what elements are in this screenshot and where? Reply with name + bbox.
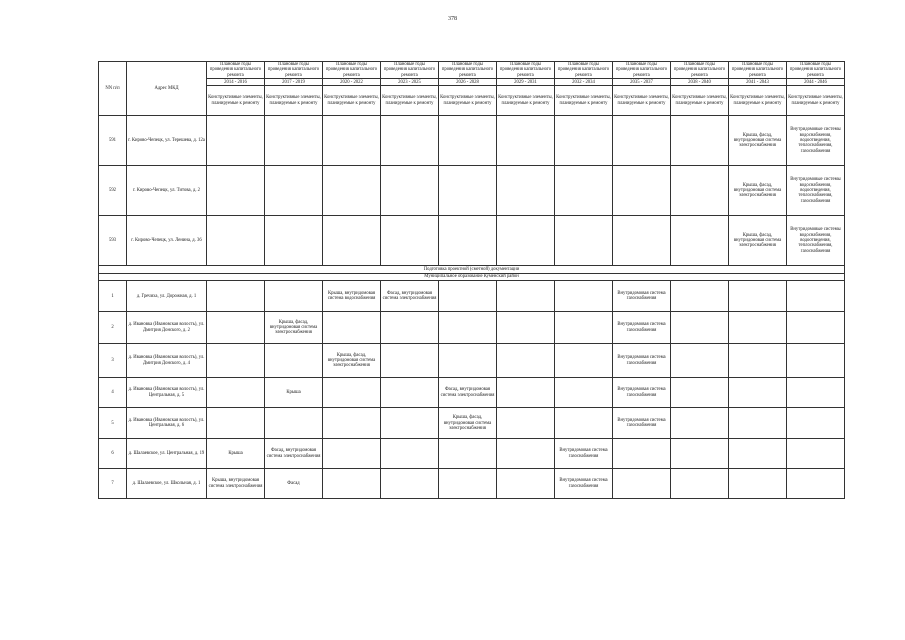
repair-elements-cell: Крыша, фасад, внутридомовая система электроснабжения [265,312,323,344]
repair-elements-cell [497,281,555,312]
row-number: 593 [99,216,127,266]
repair-elements-cell: Фасад [265,469,323,499]
table-row [99,378,845,408]
repair-elements-cell [497,378,555,408]
repair-elements-cell [787,408,845,439]
repair-elements-cell [613,216,671,266]
repair-elements-cell [323,378,381,408]
repair-elements-cell: Крыша, фасад, внутридомовая система электроснабжения [729,116,787,166]
header-elements-label: Конструктивные элементы, планируемые к ремонту [729,86,787,116]
capital-repair-table [98,61,845,499]
row-number: 3 [99,344,127,378]
repair-elements-cell: Крыша, фасад, внутридомовая система электроснабжения [439,408,497,439]
row-number: 591 [99,116,127,166]
row-number: 2 [99,312,127,344]
repair-elements-cell: Внутридомовая система газоснабжения [613,281,671,312]
repair-elements-cell [323,439,381,469]
row-address: д. Ивановка (Ивановская волость), ул. Центральная, д. 5 [127,378,207,408]
repair-elements-cell: Крыша, фасад, внутридомовая система электроснабжения [729,166,787,216]
repair-elements-cell [323,312,381,344]
repair-elements-cell [265,344,323,378]
header-num: NN п/п [99,62,127,116]
table-row [99,439,845,469]
repair-elements-cell [497,166,555,216]
header-plan-label: Плановые годы проведения капитального ремонта [265,62,323,79]
repair-elements-cell: Крыша [207,439,265,469]
header-plan-label: Плановые годы проведения капитального ремонта [439,62,497,79]
repair-elements-cell [555,378,613,408]
header-elements-label: Конструктивные элементы, планируемые к ремонту [323,86,381,116]
repair-elements-cell [613,116,671,166]
repair-elements-cell [207,378,265,408]
row-address: д. Ивановка (Ивановская волость), ул. Центральная, д. 6 [127,408,207,439]
repair-elements-cell [381,216,439,266]
repair-elements-cell [207,116,265,166]
repair-elements-cell [497,216,555,266]
repair-elements-cell [265,408,323,439]
repair-elements-cell [555,166,613,216]
section-title: Подготовка проектной (сметной) документации [99,266,845,274]
row-number: 4 [99,378,127,408]
header-plan-label: Плановые годы проведения капитального ремонта [555,62,613,79]
repair-elements-cell [671,344,729,378]
header-period: 2032 - 2034 [555,79,613,86]
repair-elements-cell [381,378,439,408]
repair-elements-cell [381,439,439,469]
header-period: 2017 - 2019 [265,79,323,86]
repair-elements-cell [729,281,787,312]
repair-elements-cell: Крыша, фасад, внутридомовая система электроснабжения [323,344,381,378]
header-address: Адрес МКД [127,62,207,116]
header-plan-label: Плановые годы проведения капитального ремонта [671,62,729,79]
repair-elements-cell [729,312,787,344]
repair-elements-cell [671,116,729,166]
row-number: 7 [99,469,127,499]
repair-elements-cell [613,439,671,469]
repair-elements-cell [787,344,845,378]
row-address: г. Кирово-Чепецк, ул. Терешева, д. 12а [127,116,207,166]
repair-elements-cell: Фасад, внутридомовая система электроснабжения [265,439,323,469]
repair-elements-cell [381,344,439,378]
header-period: 2020 - 2022 [323,79,381,86]
repair-elements-cell [381,469,439,499]
repair-elements-cell [555,408,613,439]
header-period: 2029 - 2031 [497,79,555,86]
repair-elements-cell: Крыша, внутридомовая система электроснабжения [207,469,265,499]
table-row [99,216,845,266]
table-row [99,469,845,499]
repair-elements-cell [381,408,439,439]
repair-elements-cell [671,166,729,216]
repair-elements-cell: Внутридомовая система газоснабжения [613,408,671,439]
row-address: д. Гречиха, ул. Дорожная, д. 1 [127,281,207,312]
row-address: г. Кирово-Чепецк, ул. Ленина, д. 36 [127,216,207,266]
repair-elements-cell [497,408,555,439]
header-plan-label: Плановые годы проведения капитального ремонта [613,62,671,79]
repair-elements-cell [439,469,497,499]
repair-elements-cell [729,469,787,499]
repair-elements-cell [439,344,497,378]
repair-elements-cell: Внутридомовые системы водоснабжения, водоотведения, теплоснабжения, газоснабжения [787,116,845,166]
header-period: 2038 - 2040 [671,79,729,86]
repair-elements-cell: Внутридомовая система газоснабжения [555,469,613,499]
header-elements-label: Конструктивные элементы, планируемые к ремонту [613,86,671,116]
row-number: 6 [99,439,127,469]
header-period: 2026 - 2028 [439,79,497,86]
repair-elements-cell [555,344,613,378]
header-period: 2041 - 2043 [729,79,787,86]
repair-elements-cell [439,281,497,312]
repair-elements-cell [787,378,845,408]
header-elements-label: Конструктивные элементы, планируемые к ремонту [787,86,845,116]
repair-elements-cell [497,312,555,344]
repair-elements-cell [497,439,555,469]
repair-elements-cell [671,469,729,499]
row-address: г. Кирово-Чепецк, ул. Титова, д. 2 [127,166,207,216]
table-row [99,312,845,344]
repair-elements-cell [439,312,497,344]
header-elements-label: Конструктивные элементы, планируемые к ремонту [381,86,439,116]
repair-elements-cell [555,281,613,312]
repair-elements-cell: Внутридомовые системы водоснабжения, водоотведения, теплоснабжения, газоснабжения [787,216,845,266]
row-address: д. Шалаевское, ул. Школьная, д. 1 [127,469,207,499]
repair-elements-cell [613,166,671,216]
header-plan-label: Плановые годы проведения капитального ремонта [323,62,381,79]
repair-elements-cell: Внутридомовая система газоснабжения [555,439,613,469]
table-row [99,408,845,439]
repair-elements-cell [381,312,439,344]
repair-elements-cell [729,408,787,439]
header-plan-label: Плановые годы проведения капитального ремонта [787,62,845,79]
repair-elements-cell [265,116,323,166]
repair-elements-cell: Внутридомовая система газоснабжения [613,378,671,408]
repair-elements-cell: Фасад, внутридомовая система электроснабжения [381,281,439,312]
row-number: 1 [99,281,127,312]
repair-elements-cell: Внутридомовая система газоснабжения [613,344,671,378]
header-elements-label: Конструктивные элементы, планируемые к ремонту [439,86,497,116]
header-elements-label: Конструктивные элементы, планируемые к ремонту [207,86,265,116]
table-row [99,281,845,312]
repair-elements-cell [207,166,265,216]
row-address: д. Шалаевское, ул. Центральная, д. 19 [127,439,207,469]
repair-elements-cell [729,344,787,378]
repair-elements-cell [265,166,323,216]
header-elements-label: Конструктивные элементы, планируемые к ремонту [497,86,555,116]
repair-elements-cell: Внутридомовая система газоснабжения [613,312,671,344]
table-row [99,116,845,166]
repair-elements-cell [265,281,323,312]
repair-elements-cell: Крыша, внутридомовая система водоснабжения [323,281,381,312]
repair-elements-cell [555,216,613,266]
repair-elements-cell [729,378,787,408]
repair-elements-cell [439,166,497,216]
header-plan-label: Плановые годы проведения капитального ремонта [381,62,439,79]
repair-elements-cell [555,116,613,166]
table-row [99,166,845,216]
repair-elements-cell [787,469,845,499]
table-row [99,344,845,378]
repair-elements-cell [497,469,555,499]
repair-elements-cell [323,469,381,499]
header-elements-label: Конструктивные элементы, планируемые к ремонту [555,86,613,116]
header-elements-label: Конструктивные элементы, планируемые к ремонту [671,86,729,116]
repair-elements-cell [439,439,497,469]
district-title: Муниципальное образование Куменский район [99,273,845,281]
repair-elements-cell [207,216,265,266]
repair-elements-cell [671,312,729,344]
repair-elements-cell [671,439,729,469]
district-title-row [99,273,845,281]
header-period: 2023 - 2025 [381,79,439,86]
header-plan-label: Плановые годы проведения капитального ремонта [729,62,787,79]
repair-elements-cell [207,281,265,312]
repair-elements-cell [381,166,439,216]
repair-elements-cell [323,166,381,216]
repair-elements-cell [323,116,381,166]
repair-elements-cell [787,281,845,312]
repair-elements-cell [729,439,787,469]
repair-elements-cell [497,116,555,166]
repair-elements-cell [265,216,323,266]
repair-elements-cell [207,312,265,344]
repair-elements-cell [497,344,555,378]
repair-elements-cell: Фасад, внутридомовая система электроснабжения [439,378,497,408]
repair-elements-cell [439,216,497,266]
repair-elements-cell [671,378,729,408]
repair-elements-cell [439,116,497,166]
repair-elements-cell [787,439,845,469]
header-period: 2035 - 2037 [613,79,671,86]
repair-elements-cell: Крыша, фасад, внутридомовая система электроснабжения [729,216,787,266]
section-title-row [99,266,845,274]
repair-elements-cell [787,312,845,344]
repair-elements-cell [671,216,729,266]
repair-elements-cell [323,408,381,439]
row-address: д. Ивановка (Ивановская волость), ул. Дмитрия Донского, д. 4 [127,344,207,378]
repair-elements-cell [207,344,265,378]
repair-elements-cell [323,216,381,266]
repair-elements-cell [207,408,265,439]
header-plan-label: Плановые годы проведения капитального ремонта [497,62,555,79]
header-elements-label: Конструктивные элементы, планируемые к ремонту [265,86,323,116]
header-period: 2044 - 2046 [787,79,845,86]
page-number: 378 [448,16,457,22]
row-number: 592 [99,166,127,216]
repair-elements-cell: Крыша [265,378,323,408]
row-address: д. Ивановка (Ивановская волость), ул. Дмитрия Донского, д. 2 [127,312,207,344]
repair-elements-cell: Внутридомовые системы водоснабжения, водоотведения, теплоснабжения, газоснабжения [787,166,845,216]
header-period: 2014 - 2016 [207,79,265,86]
repair-elements-cell [555,312,613,344]
header-plan-label: Плановые годы проведения капитального ремонта [207,62,265,79]
repair-elements-cell [671,408,729,439]
repair-elements-cell [613,469,671,499]
repair-elements-cell [671,281,729,312]
row-number: 5 [99,408,127,439]
repair-elements-cell [381,116,439,166]
